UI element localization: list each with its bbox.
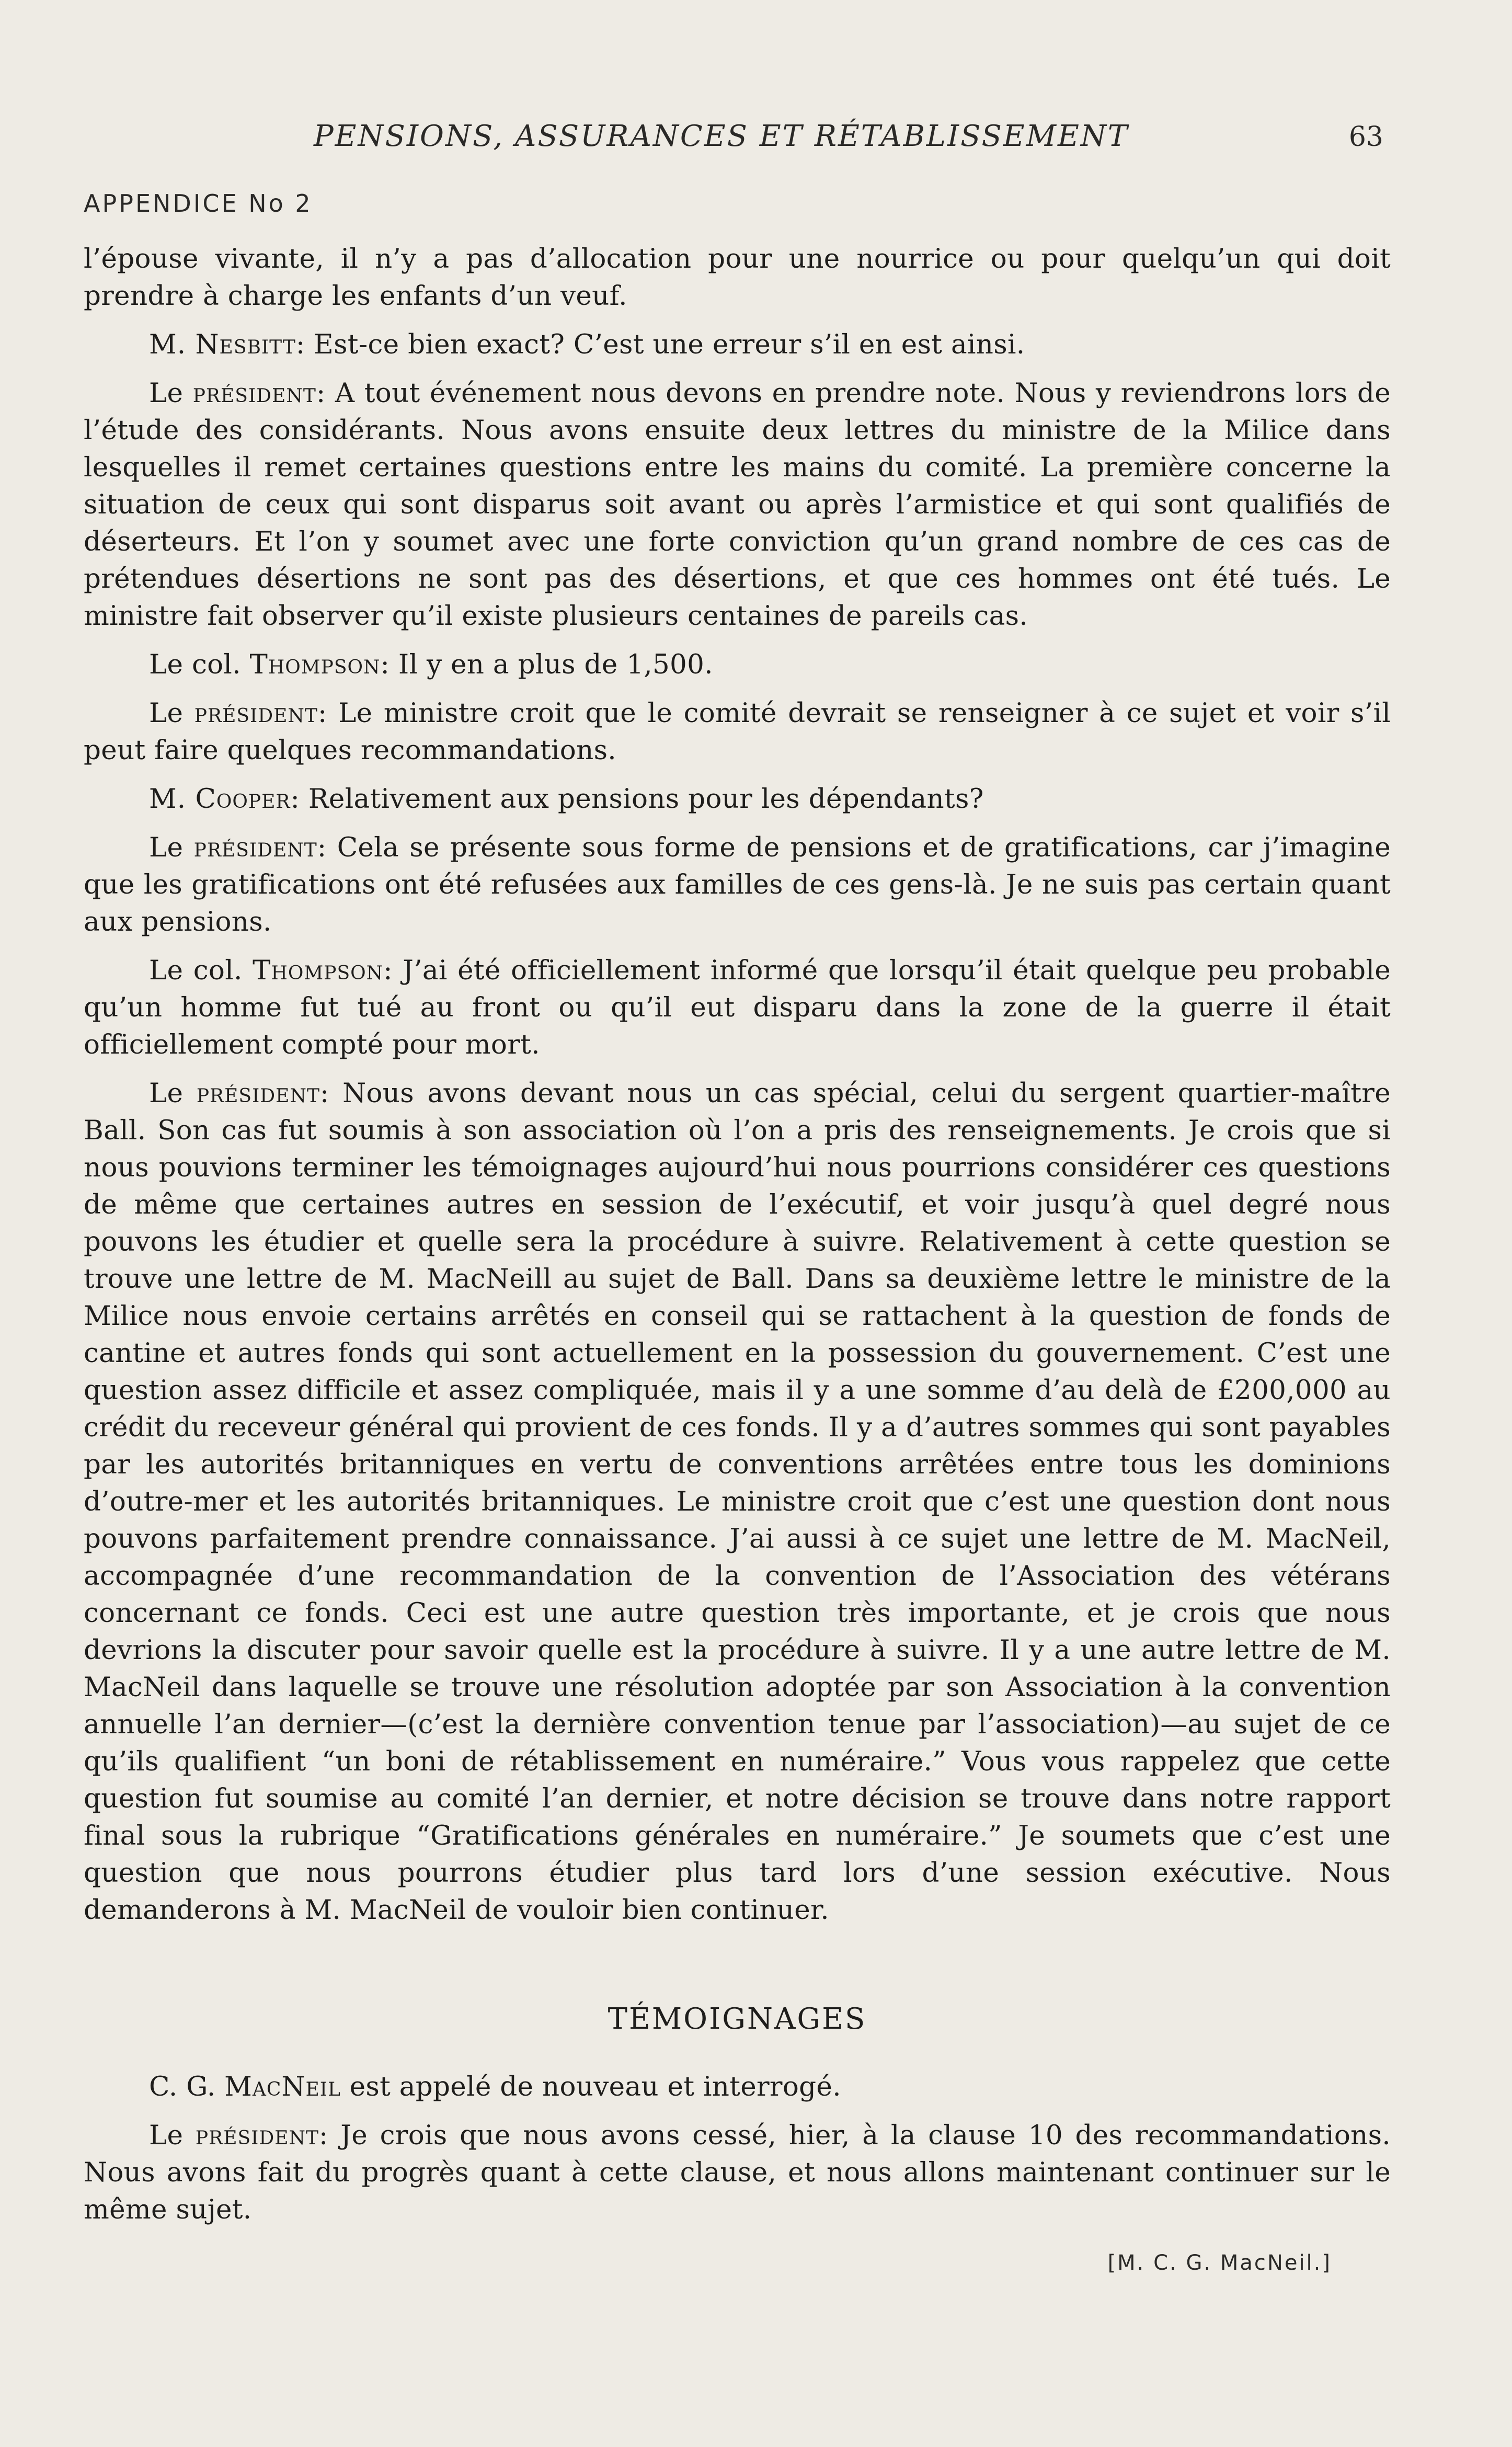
speaker-name: Thompson <box>253 955 384 986</box>
paragraph-president-5: Le président: Je crois que nous avons cessé, hier, à la clause 10 des recommandations. Nous avons fait du progrès quant à cette clause, et nous allons maintenant continuer sur le même sujet. <box>84 2120 1391 2225</box>
paragraph-nesbitt: M. Nesbitt: Est-ce bien exact? C’est une erreur s’il en est ainsi. <box>149 329 1025 360</box>
paragraph-president-2: Le président: Le ministre croit que le comité devrait se renseigner à ce sujet et voir s’il peut faire quelques recommandations. <box>84 697 1391 766</box>
body-text <box>84 241 1391 2240</box>
section-heading: TÉMOIGNAGES <box>608 2002 867 2036</box>
speaker-name: M. Cooper <box>149 783 291 815</box>
paragraph-thompson-1: Le col. Thompson: Il y en a plus de 1,500. <box>149 649 713 680</box>
speaker-name: président <box>193 832 317 863</box>
paragraph-president-1: Le président: A tout événement nous devons en prendre note. Nous y reviendrons lors de l’étude des considérants. Nous avons ensuite deux lettres du ministre de la Milice dans lesquelles il remet certaines questions entre les mains du comité. La première concerne la situation de ceux qui sont disparus soit avant ou après l’armistice et qui sont qualifiés de déserteurs. Et l’on y soumet avec une forte conviction qu’un grand nombre de ces cas de prétendues désertions ne sont pas des désertions, et que ces hommes ont été tués. Le ministre fait observer qu’il existe plusieurs centaines de pareils cas. <box>84 378 1391 632</box>
speaker-name: MacNeil <box>224 2071 341 2102</box>
speaker-name: président <box>196 1078 320 1109</box>
paragraph-continuation: l’épouse vivante, il n’y a pas d’allocation pour une nourrice ou pour quelqu’un qui doit prendre à charge les enfants d’un veuf. <box>84 243 1391 312</box>
speaker-name: Thompson <box>249 649 381 680</box>
paragraph-cooper: M. Cooper: Relativement aux pensions pour les dépendants? <box>149 783 984 815</box>
paragraph-witness: C. G. MacNeil est appelé de nouveau et interrogé. <box>149 2071 841 2102</box>
running-header <box>84 119 1401 161</box>
paragraph-president-3: Le président: Cela se présente sous forme de pensions et de gratifications, car j’imagine que les gratifications ont été refusées aux familles de ces gens-là. Je ne suis pas certain quant aux pensions. <box>84 832 1391 937</box>
speaker-name: président <box>195 2120 319 2151</box>
witness-signature: [M. C. G. MacNeil.] <box>1107 2251 1332 2275</box>
running-title: PENSIONS, ASSURANCES ET RÉTABLISSEMENT <box>314 119 1129 153</box>
page-number: 63 <box>1348 121 1383 153</box>
paragraph-thompson-2: Le col. Thompson: J’ai été officiellement informé que lorsqu’il était quelque peu probable qu’un homme fut tué au front ou qu’il eut disparu dans la zone de la guerre il était officiellement compté pour mort. <box>84 955 1391 1060</box>
appendix-label: APPENDICE No 2 <box>84 189 313 218</box>
speaker-name: M. Nesbitt <box>149 329 296 360</box>
paragraph-president-4: Le président: Nous avons devant nous un cas spécial, celui du sergent quartier-maître Ball. Son cas fut soumis à son association où l’on a pris des renseignements. Je crois que si nous pouvions terminer les témoignages aujourd’hui nous pourrions considérer ces questions de même que certaines autres en session de l’exécutif, et voir jusqu’à quel degré nous pouvons les étudier et quelle sera la procédure à suivre. Relativement à cette question se trouve une lettre de M. MacNeill au sujet de Ball. Dans sa deuxième lettre le ministre de la Milice nous envoie certains arrêtés en conseil qui se rattachent à la question de fonds de cantine et autres fonds qui sont actuellement en la possession du gouvernement. C’est une question assez difficile et assez compliquée, mais il y a une somme d’au delà de £200,000 au crédit du receveur général qui provient de ces fonds. Il y a d’autres sommes qui sont payables par les autorités britanniques en vertu de conventions arrêtées entre tous les dominions d’outre-mer et les autorités britanniques. Le ministre croit que c’est une question dont nous pouvons parfaitement prendre connaissance. J’ai aussi à ce sujet une lettre de M. MacNeil, accompagnée d’une recommandation de la convention de l’Association des vétérans concernant ce fonds. Ceci est une autre question très importante, et je crois que nous devrions la discuter pour savoir quelle est la procédure à suivre. Il y a une autre lettre de M. MacNeil dans laquelle se trouve une résolution adoptée par son Association à la convention annuelle l’an dernier—(c’est la dernière convention tenue par l’association)—au sujet de ce qu’ils qualifient “un boni de rétablissement en numéraire.” Vous vous rappelez que cette question fut soumise au comité l’an dernier, et notre décision se trouve dans notre rapport final sous la rubrique “Gratifications générales en numéraire.” Je soumets que c’est une question que nous pourrons étudier plus tard lors d’une session exécutive. Nous demanderons à M. MacNeil de vouloir bien continuer. <box>84 1078 1391 1926</box>
speaker-name: président <box>194 697 318 729</box>
speaker-name: président <box>192 378 316 409</box>
